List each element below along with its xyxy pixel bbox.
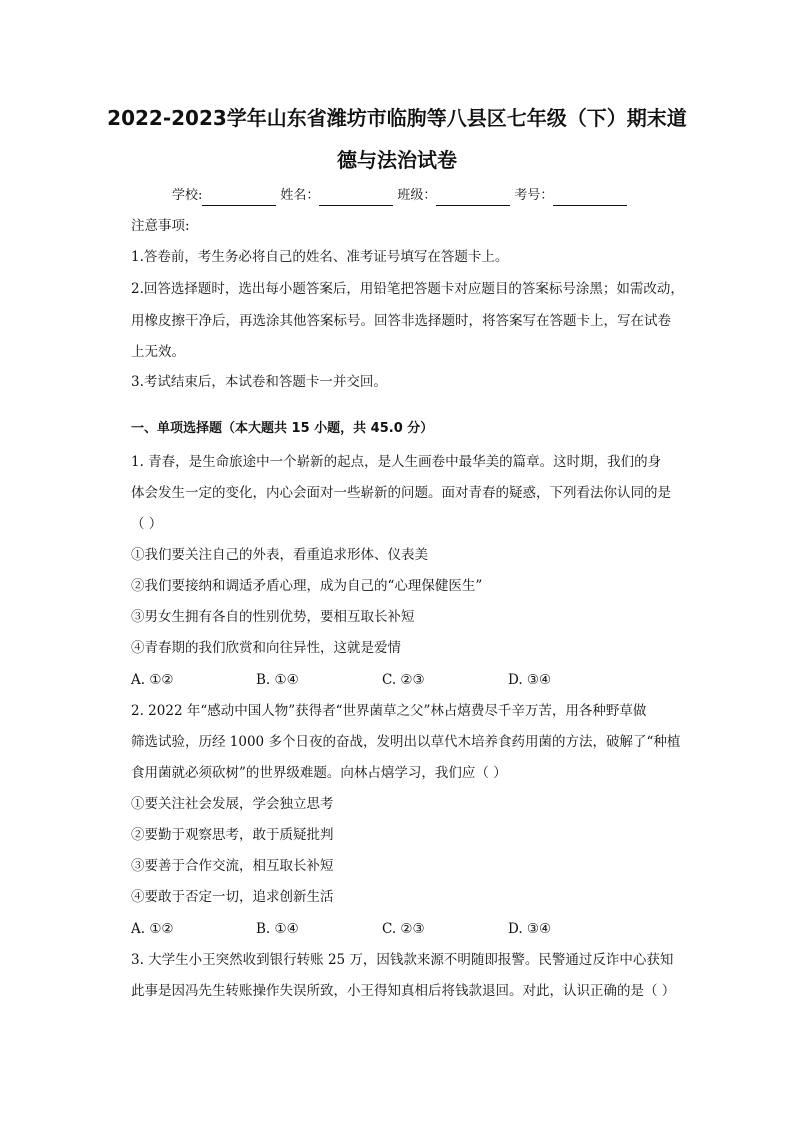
question-2-item: ①要关注社会发展，学会独立思考 [131,796,334,812]
question-1-item: ③男女生拥有各自的性别优势，要相互取长补短 [131,609,415,625]
school-field[interactable] [202,191,276,206]
question-2-text: 筛选试验，历经 1000 多个日夜的奋战，发明出以草代木培养食药用菌的方法，破解了“种植 [131,734,681,750]
school-label: 学校: [172,188,203,203]
student-info-row [172,186,631,206]
question-1-text: （ ） [131,516,163,532]
section-heading: 一、单项选择题（本大题共 15 小题，共 45.0 分） [131,421,434,436]
notice-heading: 注意事项: [131,218,190,234]
class-label: 班级： [397,188,437,203]
notice-line: 2.回答选择题时，选出每小题答案后，用铅笔把答题卡对应题目的答案标号涂黑；如需改动， [131,281,684,297]
question-1-item: ②我们要接纳和调适矛盾心理，成为自己的“心理保健医生” [131,578,483,594]
question-1-choice-d: D. ③④ [508,672,552,688]
exam-number-field[interactable] [553,191,627,206]
question-2-choice-b: B. ①④ [256,921,299,937]
question-2-text: 食用菌就必须砍树”的世界级难题。向林占熺学习，我们应（ ） [131,765,507,781]
class-field[interactable] [436,191,510,206]
question-2-text: 2. 2022 年“感动中国人物”获得者“世界菌草之父”林占熺费尽千辛万苦，用各种野草做 [131,703,647,719]
page-title-line2: 德与法治试卷 [337,148,457,172]
question-2-item: ②要勤于观察思考，敢于质疑批判 [131,827,334,843]
question-2-item: ④要敢于否定一切，追求创新生活 [131,889,334,905]
name-label: 姓名： [280,188,320,203]
exam-number-label: 考号： [514,188,554,203]
question-1-text: 体会发生一定的变化，内心会面对一些崭新的问题。面对青春的疑惑，下列看法你认同的是 [131,485,671,501]
question-1-text: 1. 青春，是生命旅途中一个崭新的起点，是人生画卷中最华美的篇章。这时期，我们的身 [131,454,662,470]
question-2-item: ③要善于合作交流，相互取长补短 [131,858,334,874]
notice-line: 3.考试结束后，本试卷和答题卡一并交回。 [131,374,387,390]
question-3-text: 3. 大学生小王突然收到银行转账 25 万，因钱款来源不明随即报警。民警通过反诈中心获知 [131,952,674,968]
notice-line: 用橡皮擦干净后，再选涂其他答案标号。回答非选择题时，将答案写在答题卡上，写在试卷 [131,313,671,329]
notice-line: 上无效。 [131,344,185,360]
question-2-choice-a: A. ①② [131,921,174,937]
question-1-item: ①我们要关注自己的外表，看重追求形体、仪表美 [131,547,428,563]
question-3-text: 此事是因冯先生转账操作失误所致，小王得知真相后将钱款退回。对此，认识正确的是（ ） [131,983,676,999]
page-title-line1: 2022-2023学年山东省潍坊市临朐等八县区七年级（下）期末道 [107,106,687,130]
question-2-choice-d: D. ③④ [508,921,552,937]
question-2-choice-c: C. ②③ [382,921,425,937]
notice-line: 1.答卷前，考生务必将自己的姓名、准考证号填写在答题卡上。 [131,249,509,265]
question-1-choice-c: C. ②③ [382,672,425,688]
question-1-choice-b: B. ①④ [256,672,299,688]
name-field[interactable] [319,191,393,206]
question-1-item: ④青春期的我们欣赏和向往异性，这就是爱情 [131,640,401,656]
question-1-choice-a: A. ①② [131,672,174,688]
